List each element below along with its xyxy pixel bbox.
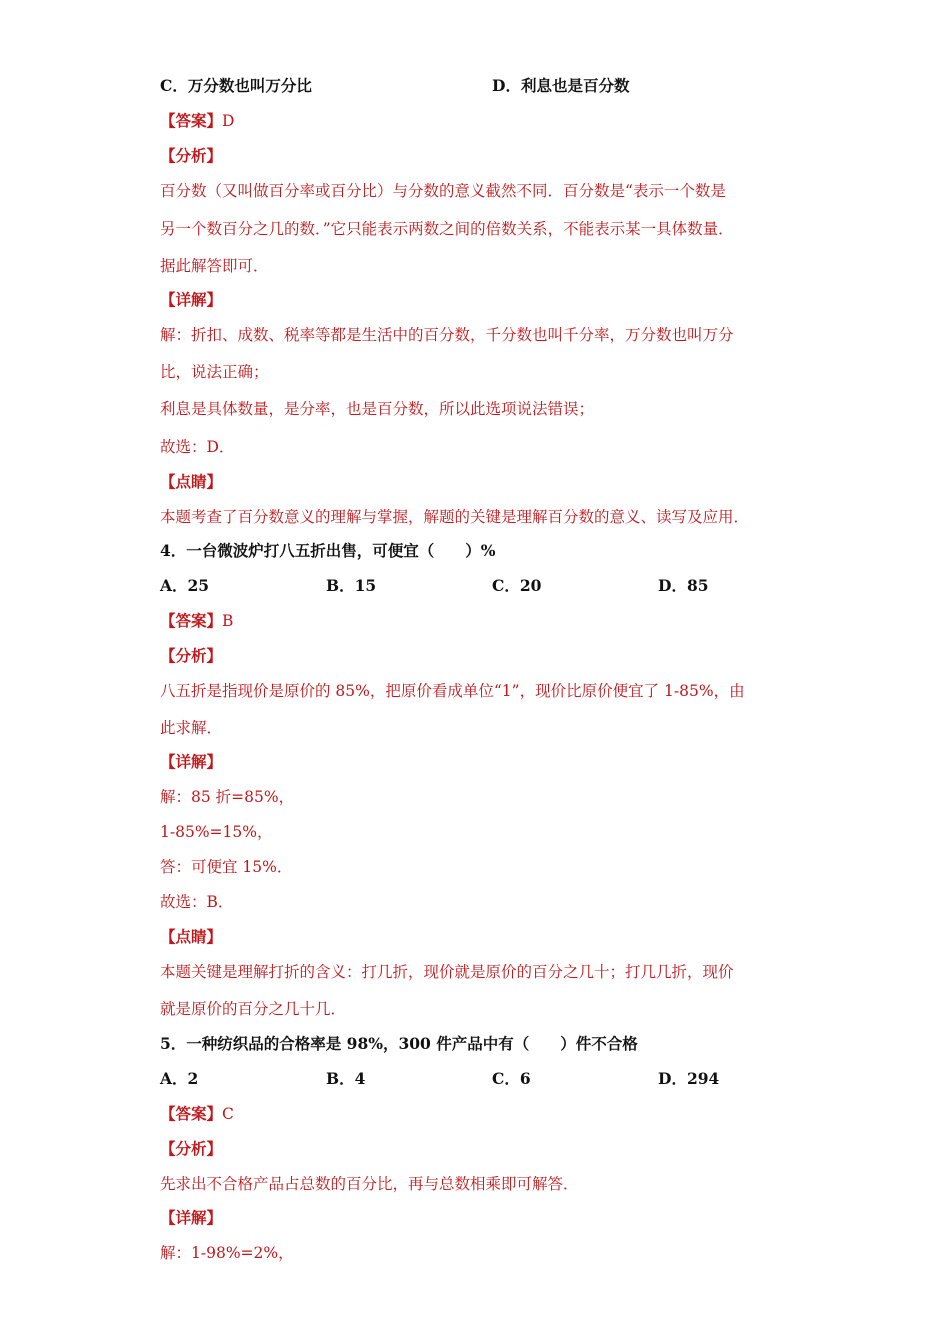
detail-text: 解：85 折=85%，	[160, 788, 295, 806]
detail-text: 故选：B．	[160, 893, 234, 911]
detail-text: 1-85%=15%，	[160, 823, 273, 841]
question-5: 5．一种纺织品的合格率是 98%，300 件产品中有（ ）件不合格	[160, 1034, 638, 1053]
comment-text: 本题考查了百分数意义的理解与掌握，解题的关键是理解百分数的意义、读写及应用．	[160, 508, 750, 526]
option-b: B．15	[326, 576, 377, 595]
option-c: C．万分数也叫万分比	[160, 76, 312, 95]
analysis-text: 八五折是指现价是原价的 85%，把原价看成单位“1”，现价比原价便宜了 1-85%，由	[160, 682, 745, 700]
answer-tag: 【答案】	[160, 611, 223, 630]
answer-value: C	[222, 1105, 234, 1123]
answer-tag: 【答案】	[160, 111, 223, 130]
answer-line	[160, 1104, 234, 1124]
analysis-text: 另一个数百分之几的数．”它只能表示两数之间的倍数关系，不能表示某一具体数量．	[160, 220, 734, 238]
answer-value: B	[222, 612, 234, 630]
detail-text: 解：1-98%=2%，	[160, 1244, 294, 1262]
detail-text: 解：折扣、成数、税率等都是生活中的百分数，千分数也叫千分率，万分数也叫万分	[160, 326, 734, 344]
detail-text: 故选：D．	[160, 438, 235, 456]
option-d: D．85	[658, 576, 709, 595]
option-b: B．4	[326, 1069, 366, 1088]
analysis-text: 先求出不合格产品占总数的百分比，再与总数相乘即可解答．	[160, 1175, 579, 1193]
analysis-text: 此求解．	[160, 719, 223, 737]
option-c: C．20	[492, 576, 542, 595]
option-d: D．294	[658, 1069, 720, 1088]
detail-text: 答：可便宜 15%．	[160, 858, 293, 876]
comment-tag: 【点睛】	[160, 472, 223, 491]
analysis-tag: 【分析】	[160, 146, 223, 165]
detail-tag: 【详解】	[160, 1208, 223, 1227]
option-d: D．利息也是百分数	[492, 76, 630, 95]
detail-tag: 【详解】	[160, 290, 223, 309]
comment-text: 就是原价的百分之几十几．	[160, 1000, 347, 1018]
analysis-tag: 【分析】	[160, 1139, 223, 1158]
option-a: A．25	[160, 576, 210, 595]
detail-tag: 【详解】	[160, 752, 223, 771]
analysis-text: 百分数（又叫做百分率或百分比）与分数的意义截然不同．百分数是“表示一个数是	[160, 182, 726, 200]
option-a: A．2	[160, 1069, 199, 1088]
comment-text: 本题关键是理解打折的含义：打几折，现价就是原价的百分之几十；打几几折，现价	[160, 963, 734, 981]
answer-value: D	[222, 112, 235, 130]
comment-tag: 【点睛】	[160, 927, 223, 946]
analysis-tag: 【分析】	[160, 646, 223, 665]
analysis-text: 据此解答即可．	[160, 257, 269, 275]
answer-line	[160, 111, 234, 131]
detail-text: 利息是具体数量，是分率，也是百分数，所以此选项说法错误；	[160, 400, 595, 418]
question-4: 4．一台微波炉打八五折出售，可便宜（ ）%	[160, 541, 496, 560]
answer-line	[160, 611, 233, 631]
option-c: C．6	[492, 1069, 531, 1088]
answer-tag: 【答案】	[160, 1104, 223, 1123]
detail-text: 比，说法正确；	[160, 363, 269, 381]
